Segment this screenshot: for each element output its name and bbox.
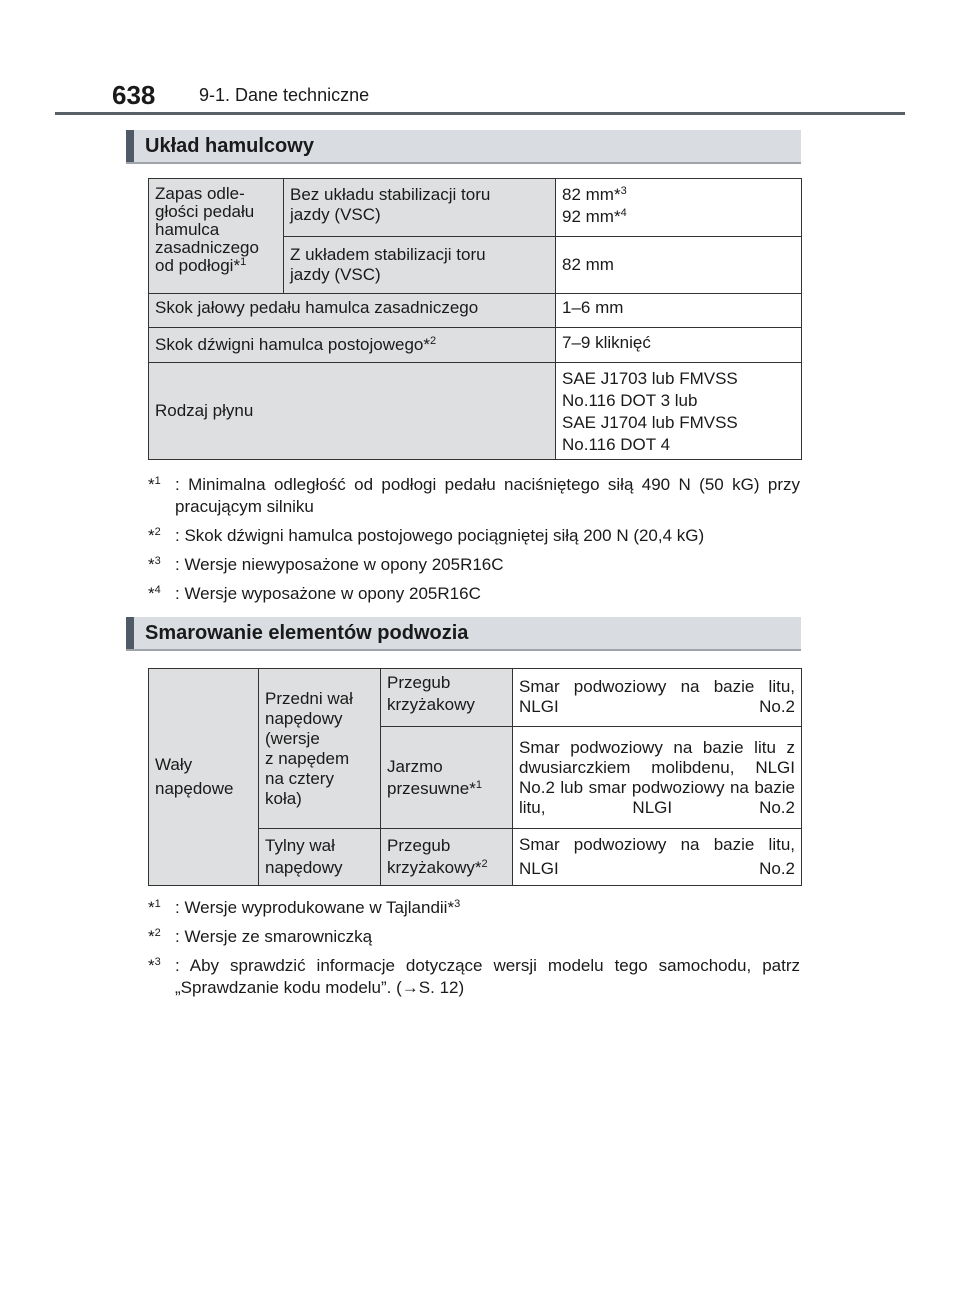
section-title: Układ hamulcowy: [145, 135, 314, 157]
footnote: *$^3$ : Wersje niewyposażone w opony 205R16C: [148, 555, 504, 574]
table-row: [149, 669, 802, 727]
yoke-label: Jarzmo przesuwne*$^1$: [381, 727, 513, 829]
front-joint-label: Przegub krzyżakowy: [381, 669, 513, 727]
with-vsc-value: 82 mm: [556, 237, 802, 294]
parking-brake-value: 7–9 kliknięć: [556, 328, 802, 363]
section-accent-bar: [126, 617, 134, 649]
footnote: *$^3$ : Aby sprawdzić informacje dotyczące wersji modelu tego samochodu, patrz „Sprawdzanie kodu modelu”. (→S. 12): [148, 956, 800, 997]
rear-joint-value: Smar podwoziowy na bazie litu, NLGI No.2: [513, 829, 802, 886]
table-row: [149, 294, 802, 328]
section-heading-lubrication: [126, 617, 801, 651]
free-play-value: 1–6 mm: [556, 294, 802, 328]
fluid-value: SAE J1703 lub FMVSS No.116 DOT 3 lub SAE J1704 lub FMVSS No.116 DOT 4: [556, 363, 802, 460]
rear-joint-label: Przegub krzyżakowy*$^2$: [381, 829, 513, 886]
section-title: Smarowanie elementów podwozia: [145, 622, 469, 644]
footnote: *$^4$ : Wersje wyposażone w opony 205R16C: [148, 584, 481, 603]
without-vsc-label: Bez układu stabilizacji toru jazdy (VSC): [284, 179, 556, 237]
front-shaft-label: Przedni wał napędowy (wersje z napędem na cztery koła): [259, 669, 381, 829]
rear-shaft-label: Tylny wał napędowy: [259, 829, 381, 886]
free-play-label: Skok jałowy pedału hamulca zasadniczego: [149, 294, 556, 328]
chapter-title: 9-1. Dane techniczne: [199, 85, 370, 105]
brakes-table: [148, 178, 802, 460]
footnote: *$^2$ : Skok dźwigni hamulca postojowego pociągniętej siłą 200 N (20,4 kG): [148, 526, 705, 545]
header-divider: [55, 112, 905, 115]
table-row: [149, 328, 802, 363]
with-vsc-label: Z układem stabilizacji toru jazdy (VSC): [284, 237, 556, 294]
fluid-label: Rodzaj płynu: [149, 363, 556, 460]
footnote: *$^1$ : Minimalna odległość od podłogi pedału naciśniętego siłą 490 N (50 kG) przy pracującym silniku: [148, 475, 800, 516]
lubrication-footnotes: [148, 897, 800, 1006]
table-row: [149, 363, 802, 460]
table-row: [149, 179, 802, 237]
front-joint-value: Smar podwoziowy na bazie litu, NLGI No.2: [513, 669, 802, 727]
without-vsc-value: 82 mm*$^3$ 92 mm*$^4$: [556, 179, 802, 237]
shafts-label: Wały napędowe: [149, 669, 259, 886]
section-heading-brakes: [126, 130, 801, 164]
page-number: 638: [112, 80, 156, 110]
brakes-footnotes: [148, 474, 800, 612]
parking-brake-label: Skok dźwigni hamulca postojowego*$^2$: [149, 328, 556, 363]
pedal-clearance-label: Zapas odle- głości pedału hamulca zasadniczego od podłogi*$^1$: [149, 179, 284, 294]
footnote: *$^1$ : Wersje wyprodukowane w Tajlandii*$^3$: [148, 898, 461, 917]
section-accent-bar: [126, 130, 134, 162]
footnote: *$^2$ : Wersje ze smarowniczką: [148, 927, 373, 946]
lubrication-table: [148, 668, 802, 886]
yoke-value: Smar podwoziowy na bazie litu z dwusiarczkiem molibdenu, NLGI No.2 lub smar podwoziowy na bazie litu, NLGI No.2: [513, 727, 802, 829]
